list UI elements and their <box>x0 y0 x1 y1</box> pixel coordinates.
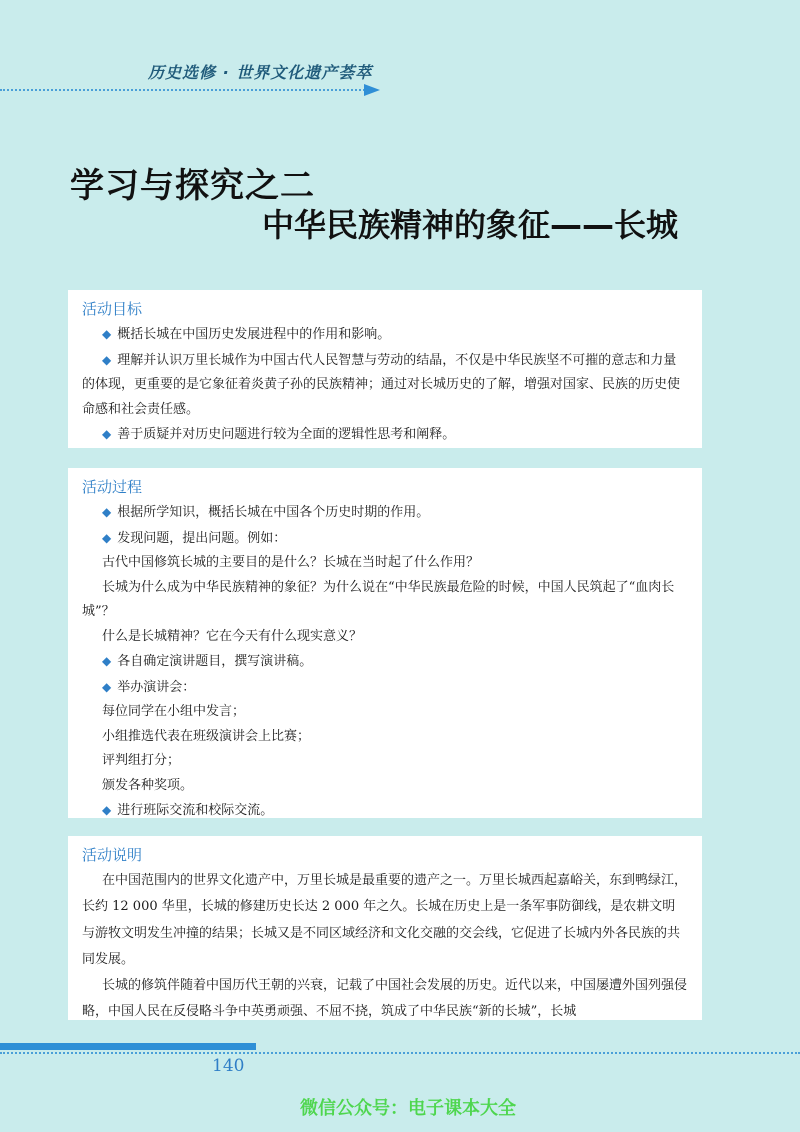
goal-item: ◆ 善于质疑并对历史问题进行较为全面的逻辑性思考和阐释。 <box>102 427 456 442</box>
process-item: ◆ 进行班际交流和校际交流。 <box>102 803 274 818</box>
step-line: 每位同学在小组中发言； <box>102 704 246 719</box>
process-item: ◆ 举办演讲会： <box>102 679 196 695</box>
question-line: 古代中国修筑长城的主要目的是什么？长城在当时起了什么作用？ <box>102 555 480 570</box>
process-heading: 活动过程 <box>82 478 143 496</box>
diamond-icon: ◆ <box>102 427 112 441</box>
explain-heading: 活动说明 <box>82 846 143 864</box>
step-line: 颁发各种奖项。 <box>102 777 194 793</box>
diamond-icon: ◆ <box>102 505 112 519</box>
process-item: ◆ 发现问题，提出问题。例如： <box>102 530 287 546</box>
header-dotted-line <box>0 89 368 91</box>
question-line: 长城为什么成为中华民族精神的象征？为什么说在“中华民族最危险的时候，中国人民筑起了“血肉长城”？ <box>82 579 675 619</box>
question-line: 什么是长城精神？它在今天有什么现实意义？ <box>102 628 363 644</box>
explain-paragraph: 在中国范围内的世界文化遗产中，万里长城是最重要的遗产之一。万里长城西起嘉峪关，东到鸭绿江，长约 12 000 华里，长城的修建历史长达 2 000 年之久。长城在历史上是一条军事防御线，是农耕文明与游牧文明发生冲撞的结果；长城又是不同区域经济和文化交融的交会线，它促进了长城内外各民族的共同发展。 <box>82 873 688 967</box>
process-item: ◆ 根据所学知识，概括长城在中国各个历史时期的作用。 <box>102 505 430 520</box>
step-line: 小组推选代表在班级演讲会上比赛； <box>102 728 311 744</box>
goals-box <box>68 290 702 448</box>
goal-item: ◆ 理解并认识万里长城作为中国古代人民智慧与劳动的结晶，不仅是中华民族坚不可摧的意志和力量的体现，更重要的是它象征着炎黄子孙的民族精神；通过对长城历史的了解，增强对国家、民族的历史使命感和社会责任感。 <box>82 352 681 417</box>
process-item: ◆ 各自确定演讲题目，撰写演讲稿。 <box>102 654 313 669</box>
page-title-line1: 学习与探究之二 <box>70 166 315 206</box>
footer-dotted-line <box>0 1052 800 1054</box>
explain-paragraph: 长城的修筑伴随着中国历代王朝的兴衰，记载了中国社会发展的历史。近代以来，中国屡遭外国列强侵略，中国人民在反侵略斗争中英勇顽强、不屈不挠，筑成了中华民族“新的长城”，长城 <box>82 978 688 1020</box>
step-line: 评判组打分； <box>102 753 181 768</box>
goals-heading: 活动目标 <box>82 300 143 318</box>
page-number: 140 <box>212 1056 245 1076</box>
process-box <box>68 468 702 818</box>
page-title-line2: 中华民族精神的象征——长城 <box>262 206 679 244</box>
watermark-text: 微信公众号：电子课本大全 <box>300 1098 516 1119</box>
arrow-right-icon <box>364 84 380 96</box>
footer-bar <box>0 1043 256 1050</box>
series-title: 历史选修 · 世界文化遗产荟萃 <box>148 63 373 82</box>
explain-box <box>68 836 702 1020</box>
goal-item: ◆ 概括长城在中国历史发展进程中的作用和影响。 <box>102 327 391 342</box>
diamond-icon: ◆ <box>102 530 112 545</box>
diamond-icon: ◆ <box>102 803 112 817</box>
diamond-icon: ◆ <box>102 679 112 694</box>
diamond-icon: ◆ <box>102 654 112 668</box>
diamond-icon: ◆ <box>102 352 112 367</box>
diamond-icon: ◆ <box>102 327 112 341</box>
